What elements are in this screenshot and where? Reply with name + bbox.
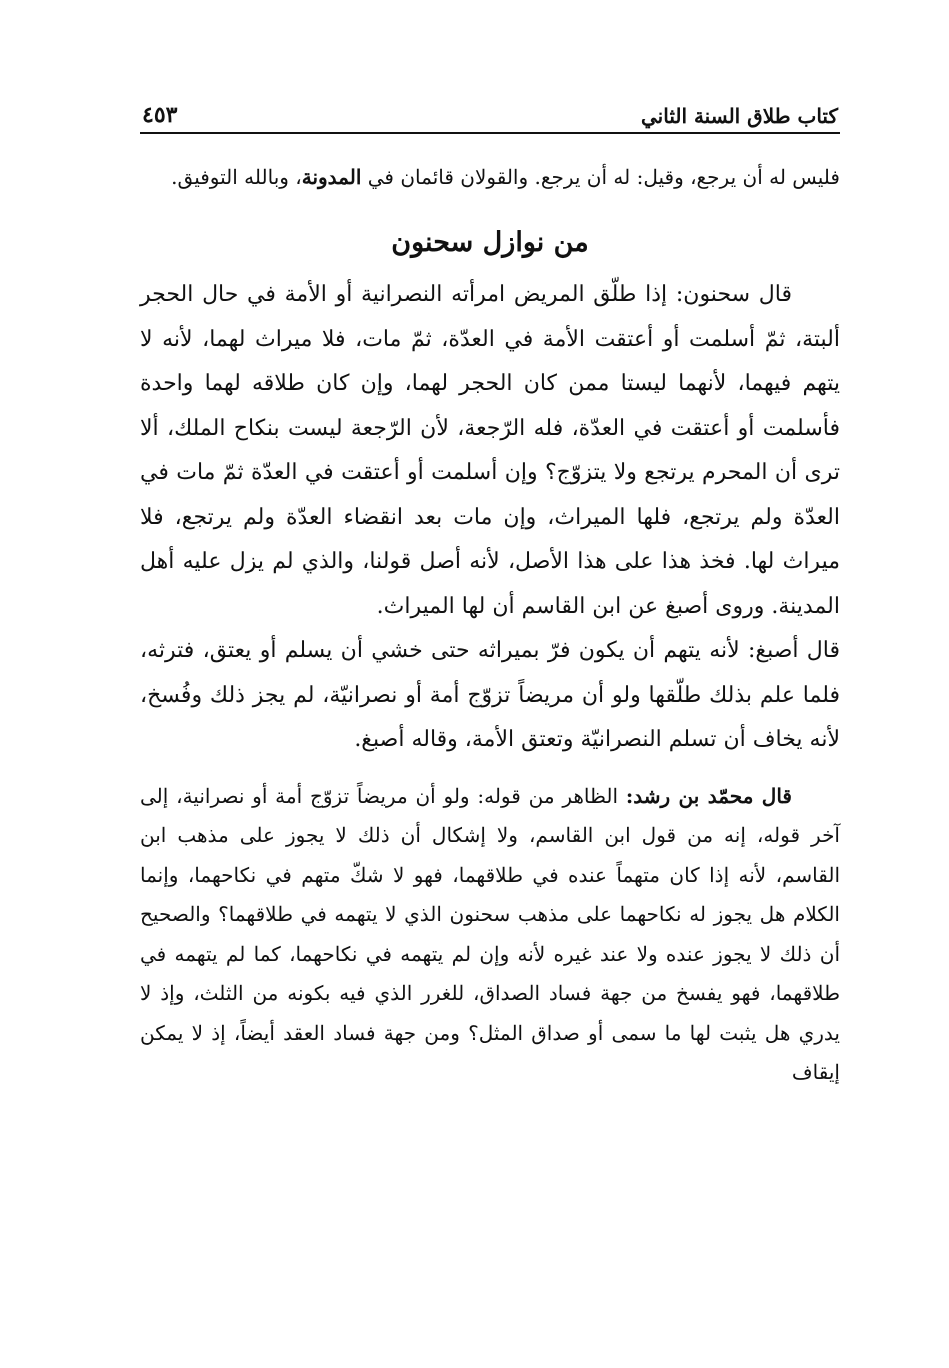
sahnun-paragraph — [140, 273, 840, 629]
opening-closing-text: ، وبالله التوفيق. — [171, 165, 302, 189]
main-text — [140, 273, 840, 763]
commentary-lead: قال محمّد بن رشد: — [625, 783, 792, 808]
commentary-paragraph — [140, 777, 840, 1093]
chapter-title: كتاب طلاق السنة الثاني — [640, 104, 838, 128]
running-header — [140, 90, 840, 134]
opening-text: فليس له أن يرجع، وقيل: له أن يرجع. والقولان قائمان في — [361, 165, 840, 189]
asbagh-paragraph: قال أصبغ: لأنه يتهم أن يكون فرّ بميراثه حتى خشي أن يسلم أو يعتق، فترثه، فلما علم بذلك طلّقها ولو أن مريضاً تزوّج أمة أو نصرانيّة، لم يجز ذلك وفُسخ، لأنه يخاف أن تسلم النصرانيّة وتعتق الأمة، وقاله أصبغ. — [140, 638, 840, 752]
mudawwana-term: المدونة — [301, 165, 362, 189]
commentary-text: الظاهر من قوله: ولو أن مريضاً تزوّج أمة أو نصرانية، إلى آخر قوله، إنه من قول ابن القاسم، ولا إشكال أن ذلك لا يجوز على مذهب ابن القاسم، لأنه إذا كان متهماً عنده في طلاقهما، فهو لا شكّ متهم في نكاحهما، وإنما الكلام هل يجوز له نكاحهما على مذهب سحنون الذي لا يتهمه في طلاقهما؟ والصحيح أن ذلك لا يجوز عنده ولا عند غيره لأنه وإن لم يتهمه في نكاحهما، كما لم يتهمه في طلاقهما، فهو يفسخ من جهة فساد الصداق، للغرر الذي فيه بكونه من الثلث، وإذ لا يدري هل يثبت لها ما سمى أو صداق المثل؟ ومن جهة فساد العقد أيضاً، إذ لا يمكن إيقاف — [140, 783, 841, 1084]
page-number: ٤٥٣ — [142, 102, 178, 128]
section-heading: من نوازل سحنون — [391, 227, 589, 258]
sahnun-paragraph-text: قال سحنون: إذا طلّق المريض امرأته النصرانية أو الأمة في حال الحجر ألبتة، ثمّ أسلمت أو أعتقت الأمة في العدّة، ثمّ مات، فلا ميراث لهما، لأنه لا يتهم فيهما، لأنهما ليستا ممن كان الحجر لهما، وإن كان طلاقه لهما واحدة فأسلمت أو أعتقت في العدّة، فله الرّجعة، لأن الرّجعة ليست بنكاح الملك، ألا ترى أن المحرم يرتجع ولا يتزوّج؟ وإن أسلمت أو أعتقت في العدّة ثمّ مات في العدّة ولم يرتجع، فلها الميراث، وإن مات بعد انقضاء العدّة ولم يرتجع، فلا ميراث لها. فخذ هذا على هذا الأصل، لأنه أصل قولنا، والذي لم يزل عليه أهل المدينة. وروى أصبغ عن ابن القاسم أن لها الميراث. — [140, 282, 840, 619]
opening-paragraph — [140, 158, 840, 197]
book-page — [140, 90, 840, 1093]
